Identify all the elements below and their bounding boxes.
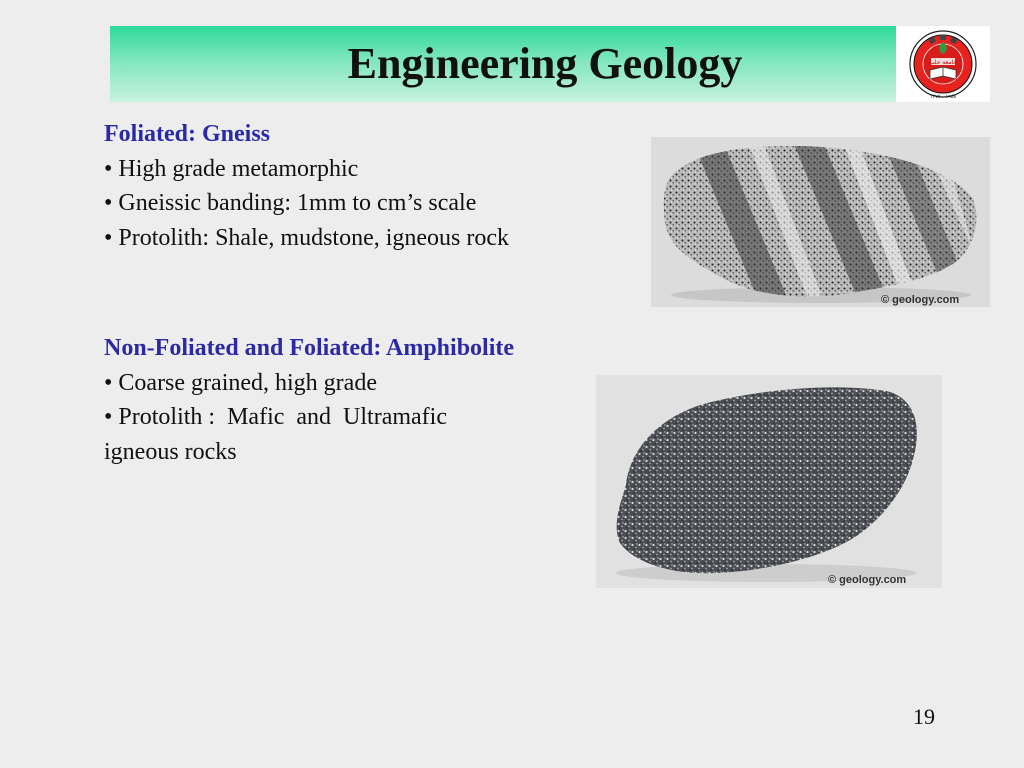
amphibolite-bullet-2: • Protolith : Mafic and Ultramafic (104, 404, 447, 430)
gneiss-rock-photo (651, 137, 990, 307)
amphibolite-section (104, 331, 624, 469)
amphibolite-watermark: © geology.com (828, 574, 907, 586)
section-heading-gneiss: Foliated: Gneiss (104, 121, 270, 147)
gneiss-section (104, 117, 604, 255)
slide-title: Engineering Geology (347, 39, 743, 88)
seal-ring-text: ١٩٥٨ - ١٣٧٧ (929, 94, 957, 100)
section-heading-amphibolite: Non-Foliated and Foliated: Amphibolite (104, 335, 515, 361)
gneiss-bullet-1: • High grade metamorphic (104, 155, 359, 182)
amphibolite-rock-photo (596, 375, 942, 588)
page-number: 19 (913, 704, 935, 729)
amphibolite-bullet-1: • Coarse grained, high grade (104, 369, 377, 396)
gneiss-bullet-2: • Gneissic banding: 1mm to cm’s scale (104, 190, 477, 216)
seal-inner-text: جامعة حلب (928, 59, 958, 66)
amphibolite-bullet-3: igneous rocks (104, 438, 237, 465)
gneiss-bullet-3: • Protolith: Shale, mudstone, igneous rock (104, 224, 510, 251)
gneiss-watermark: © geology.com (881, 294, 960, 306)
university-seal-icon (896, 26, 990, 102)
